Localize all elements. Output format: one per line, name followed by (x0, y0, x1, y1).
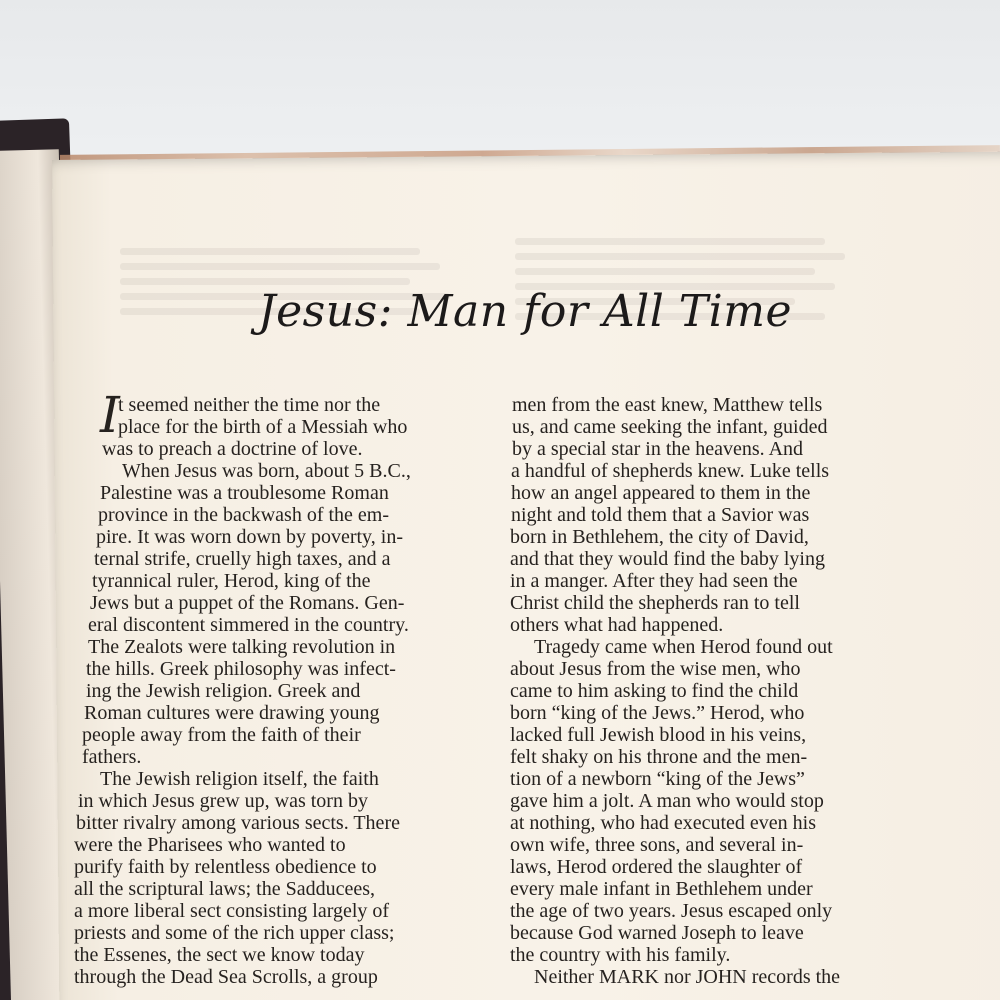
text-line: tion of a newborn “king of the Jews” (510, 768, 805, 790)
chapter-title: Jesus: Man for All Time (258, 286, 792, 337)
text-line: in which Jesus grew up, was torn by (78, 790, 368, 812)
text-line: us, and came seeking the infant, guided (512, 416, 828, 438)
text-line: priests and some of the rich upper class; (74, 922, 395, 944)
text-line: how an angel appeared to them in the (511, 482, 811, 504)
text-line: fathers. (82, 746, 142, 768)
text-line: The Zealots were talking revolution in (88, 636, 396, 658)
text-line: purify faith by relentless obedience to (74, 856, 377, 878)
text-line: by a special star in the heavens. And (512, 438, 804, 460)
text-line: laws, Herod ordered the slaughter of (510, 856, 803, 878)
text-line: eral discontent simmered in the country. (88, 614, 409, 636)
text-line: every male infant in Bethlehem under (510, 878, 813, 900)
text-line: bitter rivalry among various sects. There (76, 812, 400, 834)
text-line: lacked full Jewish blood in his veins, (510, 724, 807, 746)
text-line: a more liberal sect consisting largely of (74, 900, 390, 922)
text-line: Palestine was a troublesome Roman (100, 482, 389, 504)
text-line: born in Bethlehem, the city of David, (510, 526, 809, 548)
text-line: Roman cultures were drawing young (84, 702, 380, 724)
text-line: the age of two years. Jesus escaped only (510, 900, 833, 922)
text-line: Christ child the shepherds ran to tell (510, 592, 800, 614)
text-line: and that they would find the baby lying (510, 548, 825, 570)
text-line: the country with his family. (510, 944, 731, 966)
text-line: born “king of the Jews.” Herod, who (510, 702, 805, 724)
text-line: in a manger. After they had seen the (510, 570, 798, 592)
text-line: through the Dead Sea Scrolls, a group (74, 966, 378, 988)
text-line: came to him asking to find the child (510, 680, 799, 702)
text-line: about Jesus from the wise men, who (510, 658, 801, 680)
text-line: men from the east knew, Matthew tells (512, 394, 823, 416)
text-line: felt shaky on his throne and the men- (510, 746, 808, 768)
text-line: was to preach a doctrine of love. (102, 438, 363, 460)
text-line: place for the birth of a Messiah who (118, 416, 408, 438)
text-line: all the scriptural laws; the Sadducees, (74, 878, 376, 900)
drop-cap: I (100, 386, 120, 444)
text-line: the hills. Greek philosophy was infect- (86, 658, 396, 680)
text-line: pire. It was worn down by poverty, in- (96, 526, 403, 548)
text-line: night and told them that a Savior was (511, 504, 810, 526)
left-text-column (74, 386, 484, 988)
text-line: ternal strife, cruelly high taxes, and a (94, 548, 391, 570)
text-line: When Jesus was born, about 5 B.C., (122, 460, 411, 482)
text-line: Tragedy came when Herod found out (534, 636, 833, 658)
text-line: people away from the faith of their (82, 724, 361, 746)
text-line: a handful of shepherds knew. Luke tells (511, 460, 830, 482)
text-line: others what had happened. (510, 614, 724, 636)
text-line: tyrannical ruler, Herod, king of the (92, 570, 371, 592)
right-text-column (508, 394, 928, 988)
text-line: ing the Jewish religion. Greek and (86, 680, 361, 702)
text-line: province in the backwash of the em- (98, 504, 390, 526)
text-line: t seemed neither the time nor the (118, 394, 381, 416)
text-line: because God warned Joseph to leave (510, 922, 804, 944)
text-line: The Jewish religion itself, the faith (100, 768, 379, 790)
text-line: Jews but a puppet of the Romans. Gen- (90, 592, 405, 614)
text-line: were the Pharisees who wanted to (74, 834, 346, 856)
text-line: the Essenes, the sect we know today (74, 944, 365, 966)
background-wall (0, 0, 1000, 170)
text-line: at nothing, who had executed even his (510, 812, 817, 834)
text-line: Neither MARK nor JOHN records the (534, 966, 841, 988)
text-line: gave him a jolt. A man who would stop (510, 790, 824, 812)
text-line: own wife, three sons, and several in- (510, 834, 804, 856)
